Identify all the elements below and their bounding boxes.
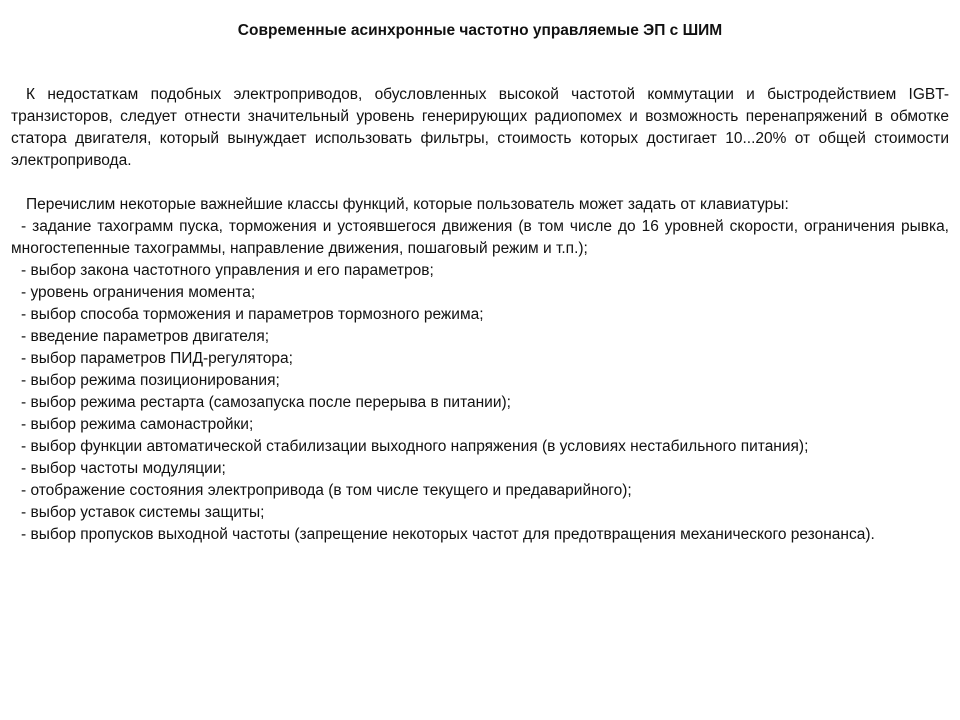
paragraph-drawbacks: К недостаткам подобных электроприводов, обусловленных высокой частотой коммутации и быстродействием IGBT-транзисторов, следует отнести значительный уровень генерирующих радиопомех и возможность перенапряжений в обмотке статора двигателя, который вынуждает использовать фильтры, стоимость которых достигает 10...20% от общей стоимости электропривода.: [11, 86, 949, 169]
slide-title: Современные асинхронные частотно управляемые ЭП с ШИМ: [237, 22, 723, 39]
functions-list: [11, 216, 949, 546]
list-item: - выбор способа торможения и параметров тормозного режима;: [21, 306, 484, 323]
list-item: - отображение состояния электропривода (в том числе текущего и предаварийного);: [21, 482, 632, 499]
functions-intro: Перечислим некоторые важнейшие классы функций, которые пользователь может задать от клавиатуры:: [26, 196, 789, 213]
slide-body: [11, 84, 949, 546]
list-item: - выбор режима позиционирования;: [21, 372, 280, 389]
paragraph-gap: [11, 172, 949, 194]
list-item: - выбор уставок системы защиты;: [21, 504, 265, 521]
list-item: - выбор частоты модуляции;: [21, 460, 226, 477]
list-item: - выбор закона частотного управления и его параметров;: [21, 262, 434, 279]
list-item: - выбор параметров ПИД-регулятора;: [21, 350, 293, 367]
list-item: - выбор режима рестарта (самозапуска после перерыва в питании);: [21, 394, 511, 411]
list-item: - выбор функции автоматической стабилизации выходного напряжения (в условиях нестабильного питания);: [21, 438, 809, 455]
list-item: - выбор пропусков выходной частоты (запрещение некоторых частот для предотвращения механического резонанса).: [21, 526, 875, 543]
list-item: - уровень ограничения момента;: [21, 284, 256, 301]
list-item: - введение параметров двигателя;: [21, 328, 270, 345]
list-item: - задание тахограмм пуска, торможения и устоявшегося движения (в том числе до 16 уровней скорости, ограничения рывка, многостепенные тахограммы, направление движения, пошаговый режим и т.п.);: [11, 218, 949, 257]
list-item: - выбор режима самонастройки;: [21, 416, 254, 433]
